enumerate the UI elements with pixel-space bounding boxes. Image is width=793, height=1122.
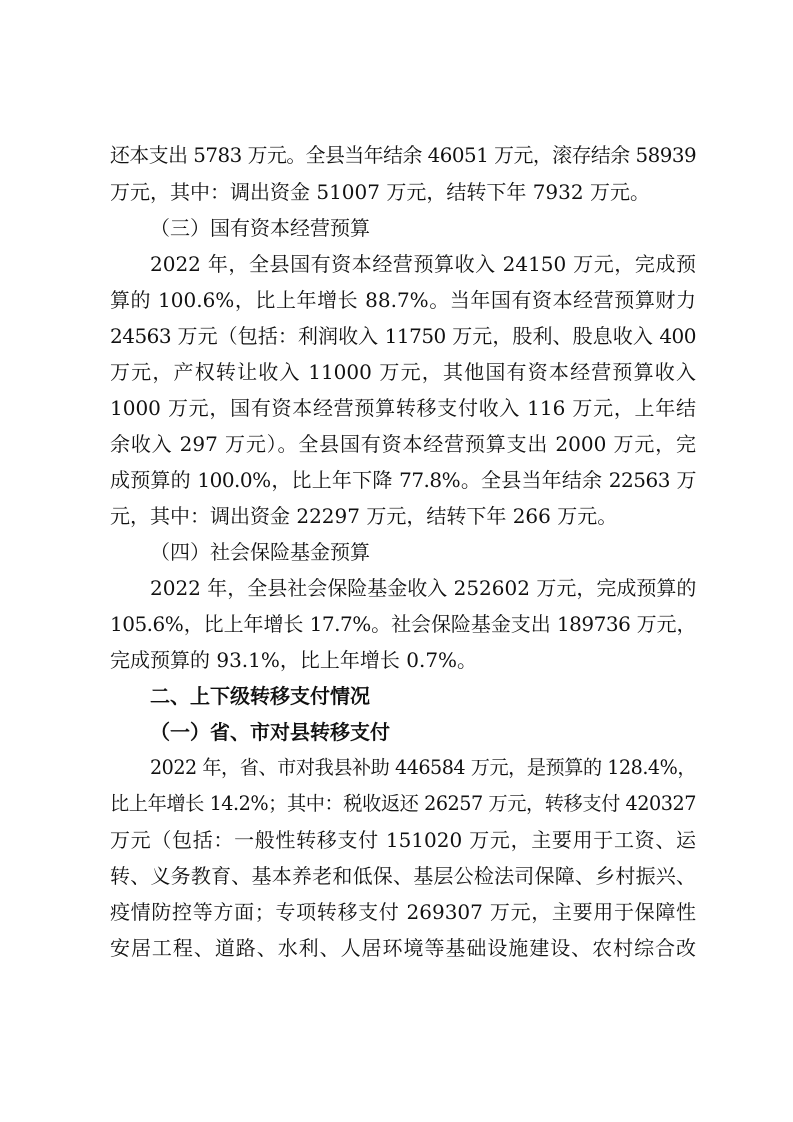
section-heading-state-capital: （三）国有资本经营预算 [150, 216, 370, 240]
paragraph-line: 余收入 297 万元）。全县国有资本经营预算支出 2000 万元，完 [110, 432, 696, 456]
paragraph-line: 成预算的 100.0%，比上年下降 77.8%。全县当年结余 22563 万 [110, 468, 696, 492]
paragraph-line: 安居工程、道路、水利、人居环境等基础设施建设、农村综合改 [110, 936, 696, 960]
paragraph-line: 转、义务教育、基本养老和低保、基层公检法司保障、乡村振兴、 [110, 864, 696, 888]
section-heading-transfer-1: （一）省、市对县转移支付 [150, 720, 390, 744]
paragraph-line: 1000 万元，国有资本经营预算转移支付收入 116 万元，上年结 [110, 396, 696, 420]
paragraph-line: 24563 万元（包括：利润收入 11750 万元，股利、股息收入 400 [110, 324, 696, 348]
paragraph-line: 元，其中：调出资金 22297 万元，结转下年 266 万元。 [110, 504, 618, 528]
paragraph-line: 万元，产权转让收入 11000 万元，其他国有资本经营预算收入 [110, 360, 696, 384]
paragraph-line: 万元（包括：一般性转移支付 151020 万元，主要用于工资、运 [110, 828, 696, 852]
paragraph-line: 比上年增长 14.2%；其中：税收返还 26257 万元，转移支付 420327 [110, 792, 696, 815]
paragraph-line: 算的 100.6%，比上年增长 88.7%。当年国有资本经营预算财力 [110, 288, 696, 312]
paragraph-line: 2022 年，全县国有资本经营预算收入 24150 万元，完成预 [150, 252, 696, 276]
section-heading-social-insurance: （四）社会保险基金预算 [150, 540, 370, 564]
paragraph-line: 还本支出 5783 万元。全县当年结余 46051 万元，滚存结余 58939 [110, 144, 697, 167]
paragraph-line: 2022 年，全县社会保险基金收入 252602 万元，完成预算的 [150, 576, 697, 600]
paragraph-line: 完成预算的 93.1%，比上年增长 0.7%。 [110, 648, 478, 672]
paragraph-line: 105.6%，比上年增长 17.7%。社会保险基金支出 189736 万元， [110, 612, 696, 636]
paragraph-line: 疫情防控等方面；专项转移支付 269307 万元，主要用于保障性 [110, 900, 696, 924]
paragraph-line: 万元，其中：调出资金 51007 万元，结转下年 7932 万元。 [110, 180, 650, 204]
section-heading-transfer: 二、上下级转移支付情况 [150, 684, 370, 708]
paragraph-line: 2022 年，省、市对我县补助 446584 万元，是预算的 128.4%， [150, 756, 696, 779]
